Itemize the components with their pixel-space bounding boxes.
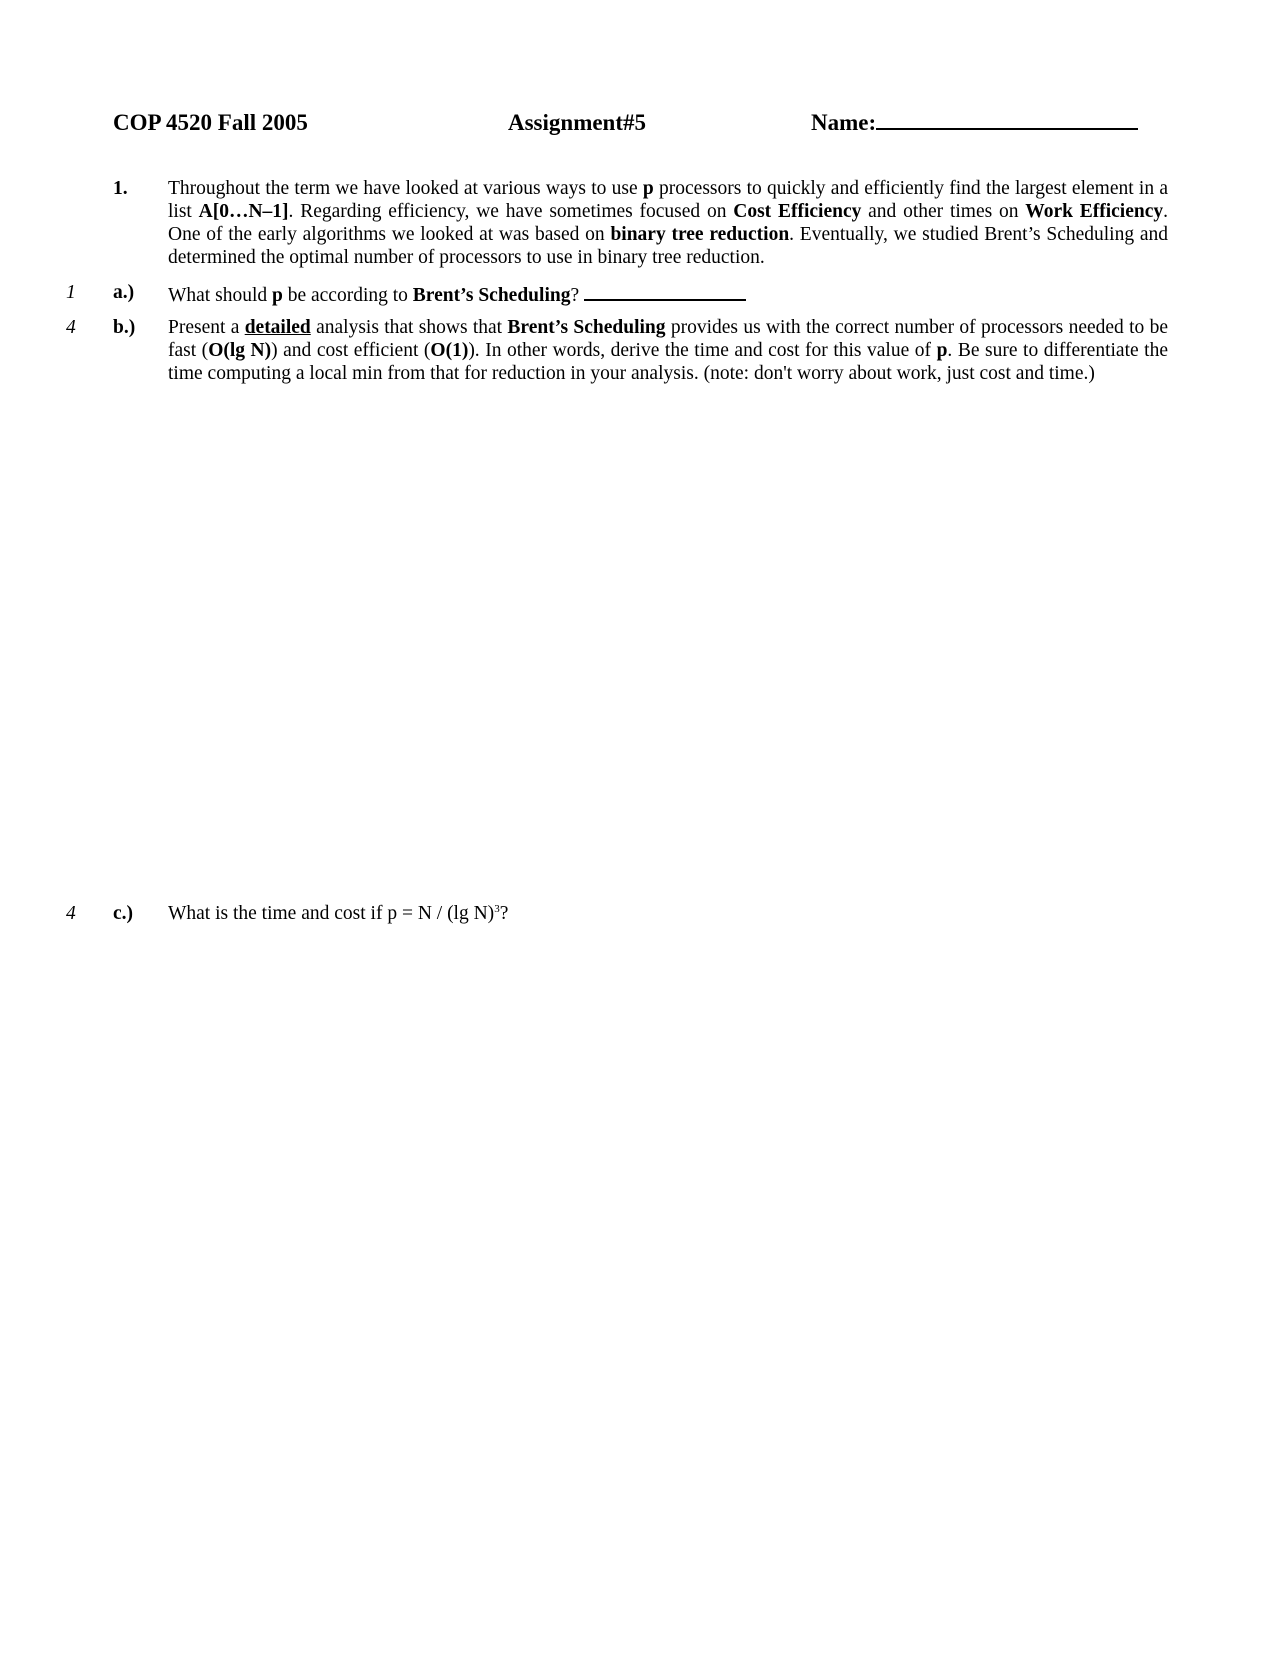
question-b-text: Present a detailed analysis that shows that Brent’s Scheduling provides us with the correct number of processors needed to be fast (O(lg N)) and cost efficient (O(1)). In other words, derive the time and cost for this value of p. Be sure to differentiate the time computing a local min from that for reduction in your analysis. (note: don't worry about work, just cost and time.)	[168, 317, 1168, 384]
question-c-label: c.)	[113, 903, 134, 924]
page-header	[113, 110, 1193, 142]
question-1-text: Throughout the term we have looked at various ways to use p processors to quickly and efficiently find the largest element in a list A[0…N–1]. Regarding efficiency, we have sometimes focused on Cost Efficiency and other times on Work Efficiency. One of the early algorithms we looked at was based on binary tree reduction. Eventually, we studied Brent’s Scheduling and determined the optimal number of processors to use in binary tree reduction.	[168, 178, 1169, 268]
name-field[interactable]	[811, 110, 1138, 136]
question-a-text: What should p be according to Brent’s Scheduling?	[168, 281, 1168, 307]
question-c-text: What is the time and cost if p = N / (lg N)$^3$?	[168, 903, 509, 924]
course-title: COP 4520 Fall 2005	[113, 110, 308, 135]
question-1-label: 1.	[113, 178, 128, 199]
question-b-label: b.)	[113, 317, 136, 338]
name-blank-line[interactable]	[876, 110, 1138, 130]
question-a-points: 1	[66, 282, 76, 303]
assignment-title: Assignment#5	[508, 110, 647, 135]
name-label: Name:	[811, 110, 877, 135]
answer-a-blank-line[interactable]	[584, 281, 746, 301]
question-a-label: a.)	[113, 282, 135, 303]
question-c-points: 4	[66, 903, 76, 924]
question-b-points: 4	[66, 317, 76, 338]
